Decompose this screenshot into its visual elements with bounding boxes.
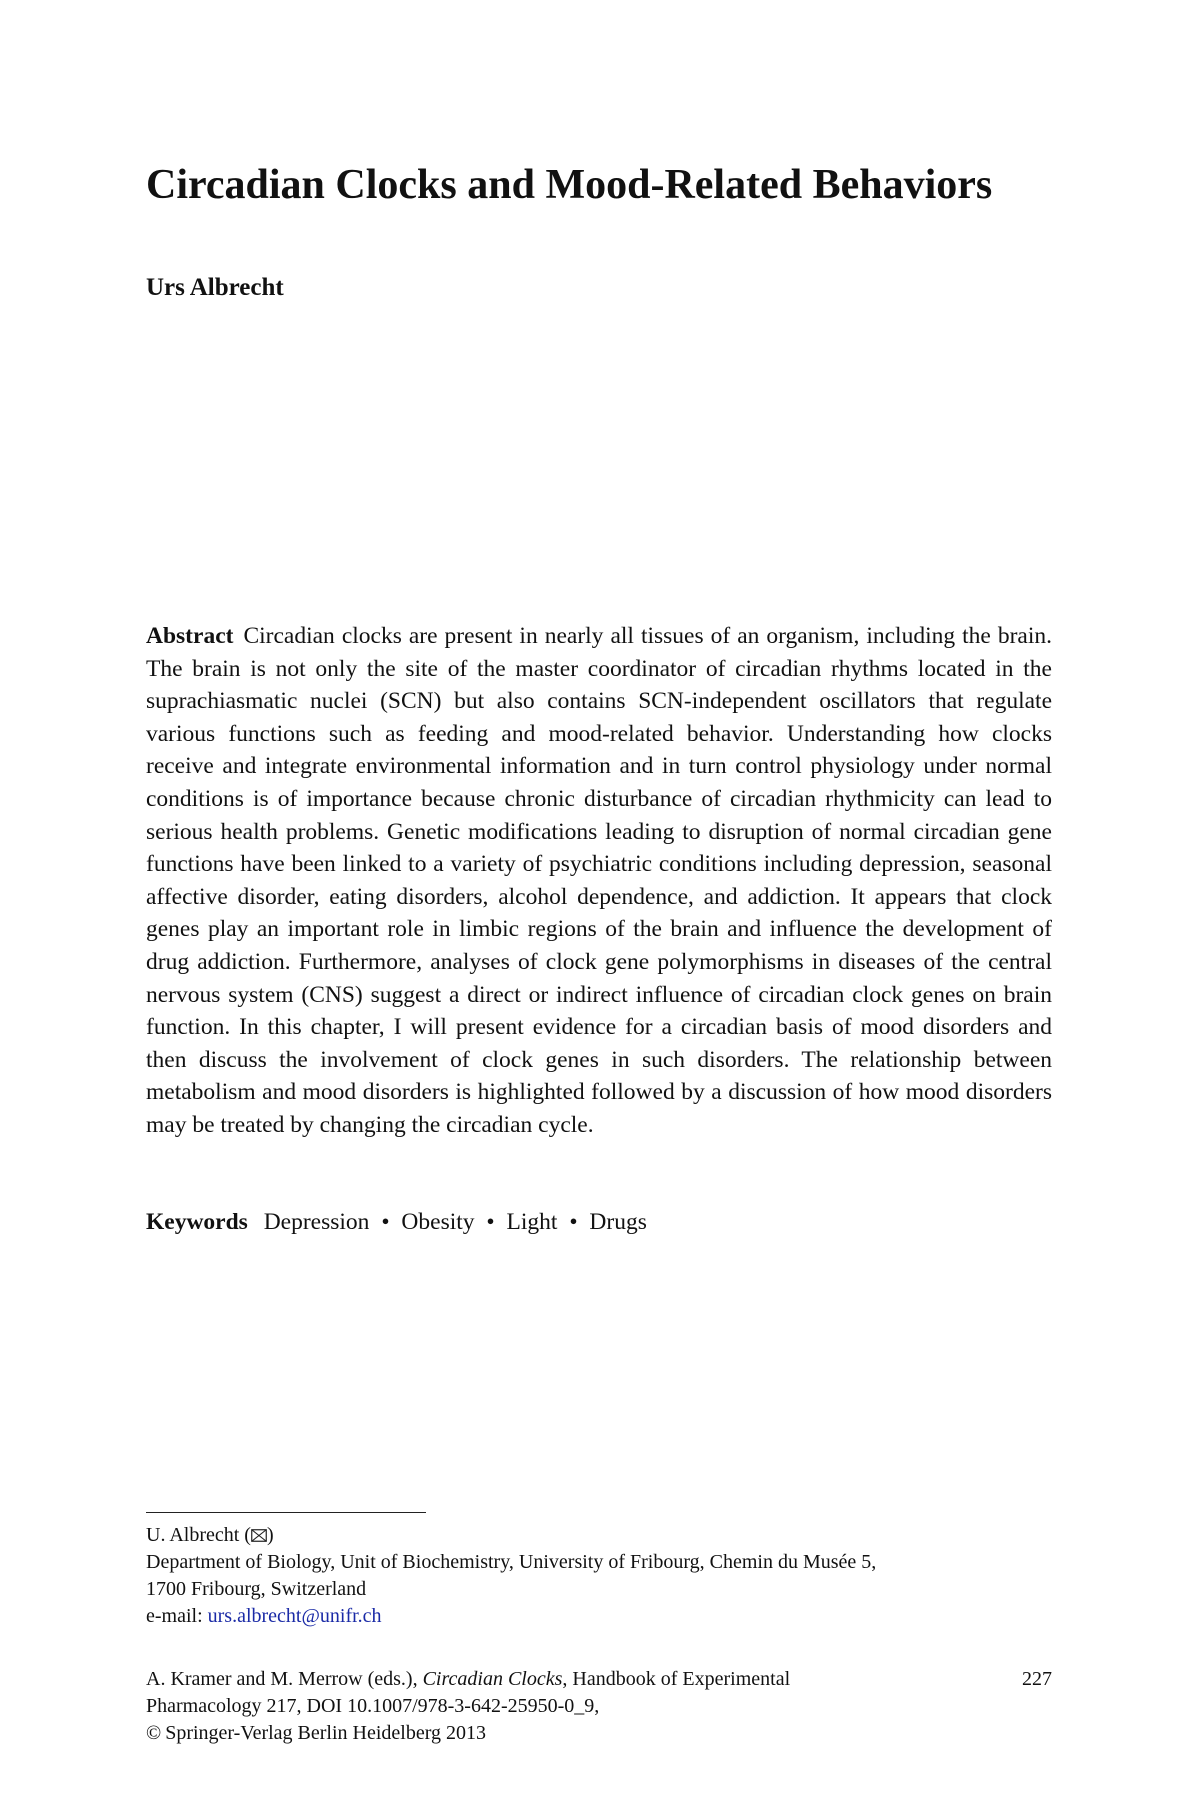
footnote-author-line (146, 1522, 1066, 1549)
citation-line-3 (146, 1720, 906, 1747)
keywords-section (146, 1206, 647, 1238)
keywords-label: Keywords (146, 1209, 248, 1235)
footnote-divider (146, 1512, 426, 1513)
citation-series: , Handbook of Experimental (562, 1668, 791, 1690)
citation-line-2: Pharmacology 217, DOI 10.1007/978-3-642-25950-0_9, (146, 1695, 600, 1717)
abstract-text: Circadian clocks are present in nearly all tissues of an organism, including the brain. The brain is not only the site of the master coordinator of circadian rhythms located in the suprachiasmatic nuclei (SCN) but also contains SCN-independent oscillators that regulate various functions such as feeding and mood-related behavior. Understanding how clocks receive and integrate environmental information and in turn control physiology under normal conditions is of importance because chronic disturbance of circadian rhythmicity can lead to serious health problems. Genetic modifications leading to disruption of normal circadian gene functions have been linked to a variety of psychiatric conditions including depression, seasonal affective disorder, eating disorders, alcohol dependence, and addiction. It appears that clock genes play an important role in limbic regions of the brain and influence the development of drug addiction. Furthermore, analyses of clock gene polymorphisms in diseases of the central nervous system (CNS) suggest a direct or indirect influence of circadian clock genes on brain function. In this chapter, I will present evidence for a circadian basis of mood disorders and then discuss the involvement of clock genes in such disorders. The relationship between metabolism and mood disorders is highlighted followed by a discussion of how mood disorders may be treated by changing the circadian cycle. (146, 623, 1052, 1138)
citation-book-title: Circadian Clocks (422, 1668, 563, 1690)
email-link[interactable]: urs.albrecht@unifr.ch (207, 1605, 382, 1627)
abstract-section (146, 620, 1052, 1142)
email-label: e-mail: (146, 1605, 208, 1627)
author-affiliation-footnote (146, 1522, 1066, 1630)
citation-publisher: Springer-Verlag Berlin Heidelberg 2013 (165, 1722, 487, 1744)
copyright-icon: © (146, 1722, 162, 1744)
keyword-separator: • (486, 1209, 495, 1235)
citation-editors: A. Kramer and M. Merrow (eds.), (146, 1668, 423, 1690)
footnote-department: Department of Biology, Unit of Biochemistry, University of Fribourg, Chemin du Musée 5, (146, 1551, 877, 1573)
footnote-author-close: ) (266, 1524, 274, 1546)
footnote-author-name: U. Albrecht ( (146, 1524, 251, 1546)
keyword-item: Light (506, 1209, 558, 1235)
page-number: 227 (1022, 1668, 1052, 1690)
citation-line-1 (146, 1666, 906, 1693)
footnote-city: 1700 Fribourg, Switzerland (146, 1578, 367, 1600)
chapter-title: Circadian Clocks and Mood-Related Behaviors (146, 162, 993, 208)
author-name: Urs Albrecht (146, 274, 284, 301)
keyword-item: Obesity (401, 1209, 475, 1235)
envelope-icon (251, 1523, 267, 1536)
keyword-separator: • (569, 1209, 578, 1235)
book-citation (146, 1666, 906, 1747)
keyword-item: Depression (263, 1209, 370, 1235)
keyword-separator: • (381, 1209, 390, 1235)
footnote-email-line (146, 1603, 1066, 1630)
keyword-item: Drugs (589, 1209, 647, 1235)
abstract-label: Abstract (146, 623, 234, 649)
